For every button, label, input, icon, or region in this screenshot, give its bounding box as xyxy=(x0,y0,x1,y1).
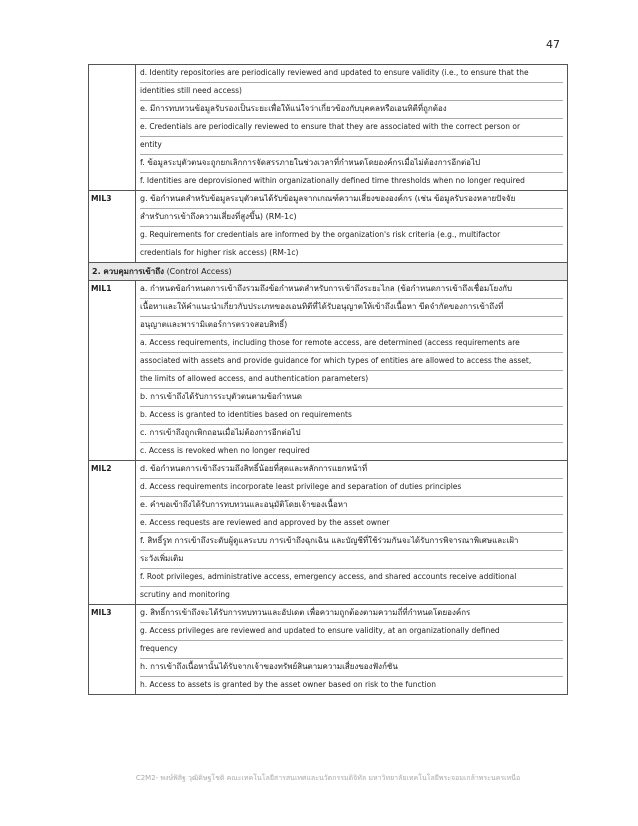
practice-text-cell xyxy=(136,605,568,695)
section-header xyxy=(89,263,568,281)
practice-line: frequency xyxy=(140,641,563,659)
page-number: 47 xyxy=(546,38,560,51)
practice-line: identities still need access) xyxy=(140,83,563,101)
practice-line: g. ข้อกำหนดสำหรับข้อมูลระบุตัวตนได้รับข้อมูลจากเกณฑ์ความเสี่ยงขององค์กร (เช่น ข้อมูลรับรองหลายปัจจัย xyxy=(140,191,563,209)
practice-line: g. Requirements for credentials are informed by the organization's risk criteria (e.g., multifactor xyxy=(140,227,563,245)
maturity-level-cell: MIL2 xyxy=(89,461,136,605)
section-title-thai: 2. ควบคุมการเข้าถึง xyxy=(92,267,165,276)
practice-line: e. Credentials are periodically reviewed to ensure that they are associated with the correct person or xyxy=(140,119,563,137)
maturity-level-cell xyxy=(89,65,136,191)
practice-line: g. สิทธิ์การเข้าถึงจะได้รับการทบทวนและอัปเดต เพื่อความถูกต้องตามความถี่ที่กำหนดโดยองค์กร xyxy=(140,605,563,623)
table-row xyxy=(89,65,568,191)
table-row xyxy=(89,191,568,263)
maturity-level-cell: MIL3 xyxy=(89,191,136,263)
practice-line: f. สิทธิ์รูท การเข้าถึงระดับผู้ดูแลระบบ การเข้าถึงฉุกเฉิน และบัญชีที่ใช้ร่วมกันจะได้รับการพิจารณาพิเศษและเฝ้า xyxy=(140,533,563,551)
table-row xyxy=(89,281,568,461)
practice-line: scrutiny and monitoring xyxy=(140,590,230,599)
section-title-english: (Control Access) xyxy=(166,267,232,276)
practice-line: c. Access is revoked when no longer required xyxy=(140,446,310,455)
practice-line: h. Access to assets is granted by the asset owner based on risk to the function xyxy=(140,680,436,689)
practice-line: c. การเข้าถึงถูกเพิกถอนเมื่อไม่ต้องการอีกต่อไป xyxy=(140,425,563,443)
practice-line: a. กำหนดข้อกำหนดการเข้าถึงรวมถึงข้อกำหนดสำหรับการเข้าถึงระยะไกล (ข้อกำหนดการเข้าถึงเชื่อมโยงกับ xyxy=(140,281,563,299)
section-header-row xyxy=(89,263,568,281)
practice-text-cell xyxy=(136,191,568,263)
practice-line: d. ข้อกำหนดการเข้าถึงรวมถึงสิทธิ์น้อยที่สุดและหลักการแยกหน้าที่ xyxy=(140,461,563,479)
practice-line: e. คำขอเข้าถึงได้รับการทบทวนและอนุมัติโดยเจ้าของเนื้อหา xyxy=(140,497,563,515)
practice-line: ระวังเพิ่มเติม xyxy=(140,551,563,569)
maturity-level-cell: MIL1 xyxy=(89,281,136,461)
practice-line: e. Access requests are reviewed and approved by the asset owner xyxy=(140,515,563,533)
page-footer: C2M2- พงษ์พิสิฐ วุฒิดิษฐโชติ คณะเทคโนโลยีสารสนเทศและนวัตกรรมดิจิทัล มหาวิทยาลัยเทคโนโลยีพระจอมเกล้าพระนครเหนือ xyxy=(135,774,521,782)
practice-line: d. Identity repositories are periodically reviewed and updated to ensure validity (i.e., to ensure that the xyxy=(140,65,563,83)
practice-line: the limits of allowed access, and authentication parameters) xyxy=(140,371,563,389)
practice-line: สำหรับการเข้าถึงความเสี่ยงที่สูงขึ้น) (RM-1c) xyxy=(140,209,563,227)
practice-line: g. Access privileges are reviewed and updated to ensure validity, at an organizationally defined xyxy=(140,623,563,641)
practice-line: b. Access is granted to identities based on requirements xyxy=(140,407,563,425)
practice-line: f. Identities are deprovisioned within organizationally defined time thresholds when no longer required xyxy=(140,176,525,185)
practice-line: d. Access requirements incorporate least privilege and separation of duties principles xyxy=(140,479,563,497)
table-row xyxy=(89,605,568,695)
maturity-level-cell: MIL3 xyxy=(89,605,136,695)
practice-line: b. การเข้าถึงได้รับการระบุตัวตนตามข้อกำหนด xyxy=(140,389,563,407)
practice-line: f. Root privileges, administrative access, emergency access, and shared accounts receive additional xyxy=(140,569,563,587)
control-access-table xyxy=(88,64,568,695)
practice-line: f. ข้อมูลระบุตัวตนจะถูกยกเลิกการจัดสรรภายในช่วงเวลาที่กำหนดโดยองค์กรเมื่อไม่ต้องการอีกต่อไป xyxy=(140,155,563,173)
practice-line: associated with assets and provide guidance for which types of entities are allowed to access the asset, xyxy=(140,353,563,371)
practice-text-cell xyxy=(136,461,568,605)
practice-text-cell xyxy=(136,65,568,191)
practice-line: อนุญาตและพารามิเตอร์การตรวจสอบสิทธิ์) xyxy=(140,317,563,335)
practice-line: credentials for higher risk access) (RM-1c) xyxy=(140,248,299,257)
practice-line: a. Access requirements, including those for remote access, are determined (access requirements are xyxy=(140,335,563,353)
practice-text-cell xyxy=(136,281,568,461)
practice-line: เนื้อหาและให้คำแนะนำเกี่ยวกับประเภทของเอนทิตีที่ได้รับอนุญาตให้เข้าถึงเนื้อหา ขีดจำกัดของการเข้าถึงที่ xyxy=(140,299,563,317)
practice-line: entity xyxy=(140,137,563,155)
practice-line: h. การเข้าถึงเนื้อหานั้นได้รับจากเจ้าของทรัพย์สินตามความเสี่ยงของฟังก์ชัน xyxy=(140,659,563,677)
practice-line: e. มีการทบทวนข้อมูลรับรองเป็นระยะเพื่อให้แน่ใจว่าเกี่ยวข้องกับบุคคลหรือเอนทิตีที่ถูกต้อง xyxy=(140,101,563,119)
table-row xyxy=(89,461,568,605)
